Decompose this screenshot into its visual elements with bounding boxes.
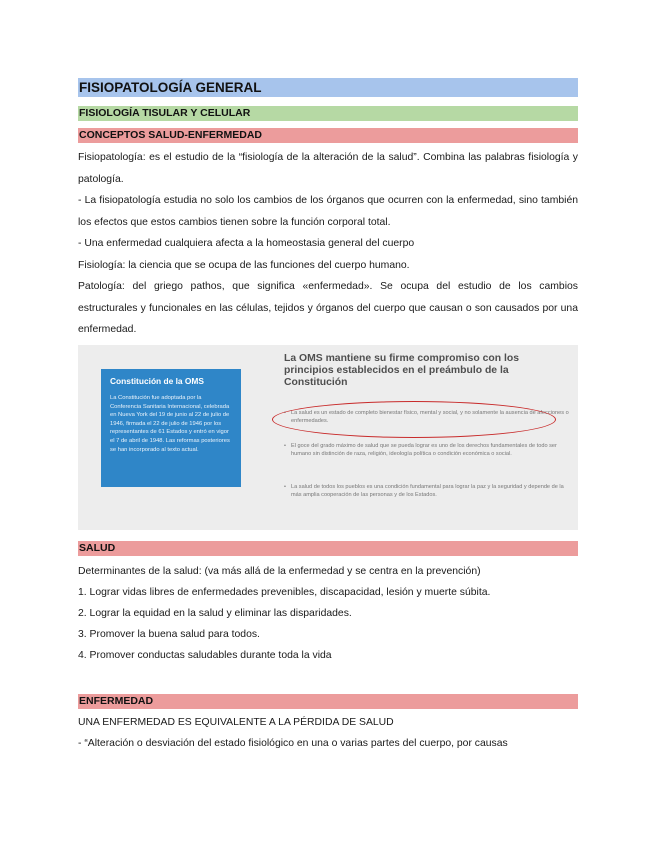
oms-principle-bullet: • La salud es un estado de completo bienestar físico, mental y social, y no solamente la ausencia de afecciones o enfermedades. — [284, 409, 569, 425]
salud-intro: Determinantes de la salud: (va más allá de la enfermedad y se centra en la prevención) — [78, 566, 481, 577]
paragraph-cambios-organos: - La fisiopatología estudia no solo los cambios de los órganos que ocurren con la enfermedad, sino también los efectos que estos cambios tienen sobre la función corporal total. — [78, 195, 578, 228]
oms-box-text: La Constitución fue adoptada por la Conferencia Sanitaria Internacional, celebrada en Nueva York del 19 de junio al 22 de julio de 1946, firmada el 22 de julio de 1946 por los representantes de 61 Estados y entró en vigor el 7 de abril de 1948. Las reformas posteriores se han incorporado al texto actual. — [110, 395, 230, 453]
oms-figure-heading: La OMS mantiene su firme compromiso con los principios establecidos en el preámbulo de la Constitución — [284, 353, 519, 388]
list-item: 2. Lograr la equidad en la salud y eliminar las disparidades. — [78, 608, 352, 619]
oms-principle-bullet: • La salud de todos los pueblos es una condición fundamental para lograr la paz y la seguridad y depende de la más amplia cooperación de las personas y de los Estados. — [284, 483, 569, 499]
section-heading-conceptos: CONCEPTOS SALUD-ENFERMEDAD — [78, 128, 578, 143]
enfermedad-line-1: UNA ENFERMEDAD ES EQUIVALENTE A LA PÉRDIDA DE SALUD — [78, 717, 394, 728]
list-item: 4. Promover conductas saludables durante toda la vida — [78, 650, 332, 661]
paragraph-fisiopatologia: Fisiopatología: es el estudio de la “fisiología de la alteración de la salud”. Combina las palabras fisiología y patología. — [78, 152, 578, 185]
paragraph-fisiologia: Fisiología: la ciencia que se ocupa de las funciones del cuerpo humano. — [78, 260, 410, 271]
oms-principle-bullet: • El goce del grado máximo de salud que se pueda lograr es uno de los derechos fundamentales de todo ser humano sin distinción de raza, religión, ideología política o condición económica o social. — [284, 442, 569, 458]
list-item: 3. Promover la buena salud para todos. — [78, 629, 260, 640]
paragraph-homeostasia: - Una enfermedad cualquiera afecta a la homeostasia general del cuerpo — [78, 238, 415, 249]
paragraph-patologia: Patología: del griego pathos, que significa «enfermedad». Se ocupa del estudio de los cambios estructurales y funcionales en las células, tejidos y órganos del cuerpo que causan o son causados por una enfermedad. — [78, 281, 578, 335]
highlight-ellipse — [272, 401, 556, 438]
oms-box-title: Constitución de la OMS — [110, 376, 204, 386]
list-item: 1. Lograr vidas libres de enfermedades prevenibles, discapacidad, lesión y muerte súbita. — [78, 587, 491, 598]
document-title: FISIOPATOLOGÍA GENERAL — [78, 78, 578, 97]
section-heading-salud: SALUD — [78, 541, 578, 556]
enfermedad-line-2: - “Alteración o desviación del estado fisiológico en una o varias partes del cuerpo, por causas — [78, 738, 508, 749]
oms-constitution-figure — [78, 345, 578, 530]
oms-constitution-box — [101, 369, 241, 487]
section-heading-enfermedad: ENFERMEDAD — [78, 694, 578, 709]
document-subtitle: FISIOLOGÍA TISULAR Y CELULAR — [78, 106, 578, 121]
